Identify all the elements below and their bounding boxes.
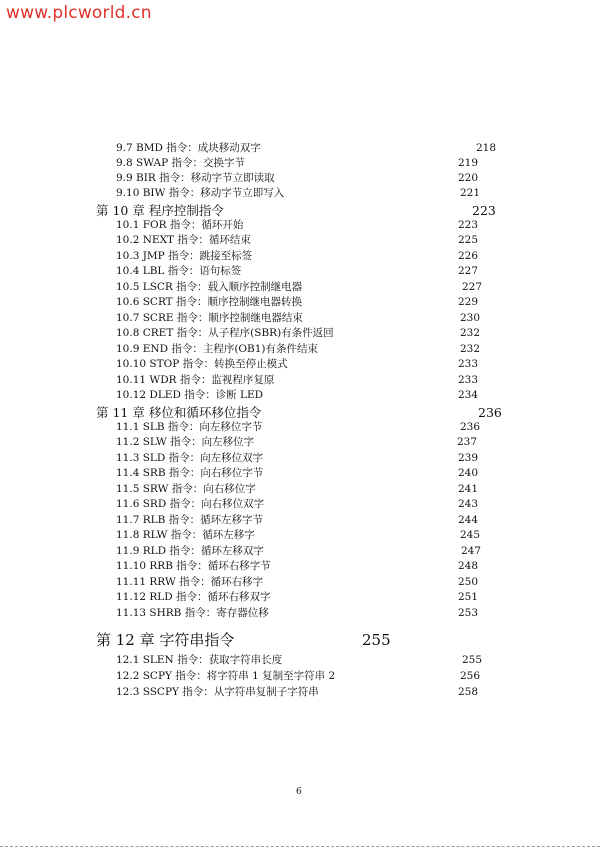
toc-entry-page: 240 [458,467,479,479]
toc-entry-page: 245 [460,529,481,541]
toc-entry-title: 10.9 END 指令：主程序(OB1)有条件结束 [116,343,319,355]
toc-entry-page: 227 [462,281,483,293]
toc-entry [0,560,600,572]
toc-entry-title: 10.4 LBL 指令：语句标签 [116,265,242,277]
toc-entry-page: 232 [460,327,481,339]
toc-entry [0,281,600,293]
toc-entry-page: 250 [458,576,479,588]
toc-entry [0,421,600,433]
toc-entry-title: 12.1 SLEN 指令：获取字符串长度 [116,654,283,666]
toc-entry-title: 12.3 SSCPY 指令：从字符串复制子字符串 [116,686,319,698]
toc-entry-page: 241 [458,483,479,495]
toc-entry [0,358,600,370]
toc-entry-page: 234 [458,389,479,401]
toc-entry [0,483,600,495]
toc-entry-page: 258 [458,686,479,698]
toc-entry-title: 11.8 RLW 指令：循环左移字 [116,529,255,541]
toc-chapter-heading [0,203,600,218]
page-number: 6 [296,787,302,797]
toc-entry-title: 第 11 章 移位和循环移位指令 [96,405,262,420]
toc-entry-page: 255 [362,631,391,649]
toc-entry [0,389,600,401]
toc-entry [0,234,600,246]
toc-entry-title: 11.2 SLW 指令：向左移位字 [116,436,255,448]
toc-entry-page: 255 [462,654,483,666]
toc-entry-title: 第 12 章 字符串指令 [96,631,235,649]
toc-entry [0,142,600,154]
toc-entry-title: 11.6 SRD 指令：向右移位双字 [116,498,265,510]
toc-entry [0,172,600,184]
toc-entry-title: 9.10 BIW 指令：移动字节立即写入 [116,187,285,199]
toc-entry [0,343,600,355]
toc-entry [0,670,600,682]
toc-entry [0,312,600,324]
toc-entry-title: 10.1 FOR 指令：循环开始 [116,219,244,231]
toc-entry-page: 221 [460,187,481,199]
toc-entry [0,187,600,199]
toc-entry [0,219,600,231]
toc-entry-page: 226 [458,250,479,262]
toc-entry-title: 11.13 SHRB 指令：寄存器位移 [116,607,269,619]
toc-entry-title: 11.7 RLB 指令：循环左移字节 [116,514,264,526]
toc-entry-page: 220 [458,172,479,184]
toc-entry-page: 236 [460,421,481,433]
toc-entry [0,591,600,603]
toc-entry [0,157,600,169]
toc-chapter-heading [0,631,600,649]
toc-entry-page: 232 [460,343,481,355]
toc-entry-title: 10.10 STOP 指令：转换至停止模式 [116,358,288,370]
toc-entry-title: 10.3 JMP 指令：跳接至标签 [116,250,253,262]
toc-entry-title: 10.12 DLED 指令：诊断 LED [116,389,264,401]
toc-entry-title: 11.11 RRW 指令：循环右移字 [116,576,264,588]
toc-entry [0,686,600,698]
toc-entry-title: 10.5 LSCR 指令：载入顺序控制继电器 [116,281,303,293]
toc-entry [0,576,600,588]
toc-entry-page: 239 [458,452,479,464]
page-bottom-rule [0,846,600,847]
toc-entry-title: 10.8 CRET 指令：从子程序(SBR)有条件返回 [116,327,334,339]
toc-entry-page: 219 [458,157,479,169]
toc-entry-title: 11.9 RLD 指令：循环左移双字 [116,545,264,557]
toc-entry [0,327,600,339]
toc-entry-page: 218 [476,142,497,154]
toc-entry-title: 10.2 NEXT 指令：循环结束 [116,234,251,246]
toc-entry-title: 9.8 SWAP 指令：交换字节 [116,157,245,169]
toc-entry [0,452,600,464]
toc-entry-page: 244 [458,514,479,526]
toc-entry [0,250,600,262]
toc-entry [0,514,600,526]
toc-entry-title: 11.3 SLD 指令：向左移位双字 [116,452,264,464]
toc-entry-page: 237 [457,436,478,448]
toc-entry-page: 227 [458,265,479,277]
toc-entry-page: 247 [461,545,482,557]
toc-entry-page: 256 [460,670,481,682]
toc-entry-title: 11.1 SLB 指令：向左移位字节 [116,421,263,433]
toc-entry [0,607,600,619]
toc-entry-title: 10.6 SCRT 指令：顺序控制继电器转换 [116,296,303,308]
toc-entry-title: 12.2 SCPY 指令：将字符串 1 复制至字符串 2 [116,670,336,682]
toc-entry-title: 10.7 SCRE 指令：顺序控制继电器结束 [116,312,303,324]
toc-entry-title: 11.12 RLD 指令：循环右移双字 [116,591,271,603]
toc-entry-title: 10.11 WDR 指令：监视程序复原 [116,374,275,386]
toc-entry [0,374,600,386]
toc-entry-title: 11.5 SRW 指令：向右移位字 [116,483,256,495]
toc-entry [0,265,600,277]
toc-chapter-heading [0,405,600,420]
toc-entry-title: 9.7 BMD 指令：成块移动双字 [116,142,261,154]
toc-entry [0,529,600,541]
toc-entry [0,545,600,557]
toc-entry-page: 243 [458,498,479,510]
toc-entry-page: 233 [458,358,479,370]
toc-entry-page: 225 [458,234,479,246]
toc-entry-page: 223 [458,219,479,231]
toc-entry-title: 11.10 RRB 指令：循环右移字节 [116,560,271,572]
toc-entry-page: 248 [458,560,479,572]
toc-entry-title: 第 10 章 程序控制指令 [96,203,224,218]
site-watermark: www.plcworld.cn [6,3,152,23]
toc-entry [0,436,600,448]
toc-entry-page: 229 [458,296,479,308]
toc-entry-page: 251 [458,591,479,603]
toc-entry [0,498,600,510]
toc-entry-page: 223 [472,203,496,218]
toc-entry [0,654,600,666]
toc-entry-title: 9.9 BIR 指令：移动字节立即读取 [116,172,275,184]
toc-entry-title: 11.4 SRB 指令：向右移位字节 [116,467,264,479]
toc-entry-page: 253 [458,607,479,619]
toc-entry [0,467,600,479]
toc-entry-page: 236 [478,405,502,420]
toc-entry [0,296,600,308]
toc-entry-page: 230 [460,312,481,324]
toc-entry-page: 233 [458,374,479,386]
